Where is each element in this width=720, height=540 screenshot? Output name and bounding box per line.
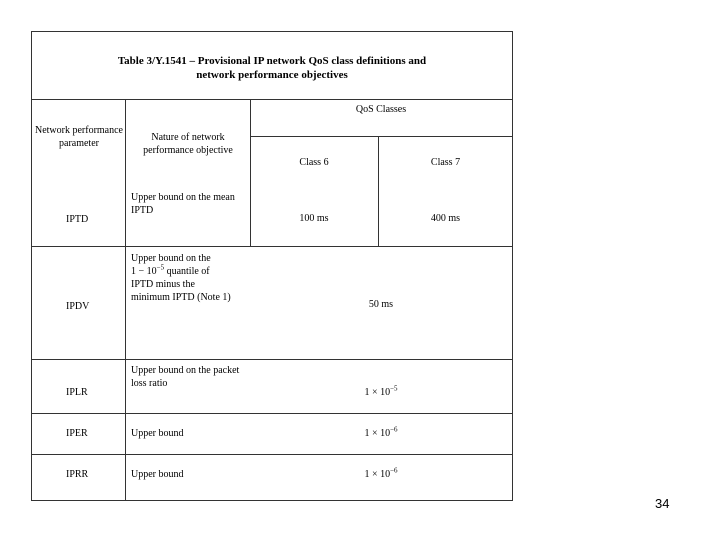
divider-row-iplr (32, 413, 512, 414)
class6-header: Class 6 (299, 157, 329, 168)
row-iptd-nature: Upper bound on the mean IPTD (131, 192, 235, 216)
col-param-header: Network performance parameter (34, 125, 123, 149)
page-number: 34 (655, 496, 670, 511)
row-ipdv-nature-line2 (131, 265, 249, 278)
row-iptd-param: IPTD (66, 214, 89, 225)
row-ipdv-value: 50 ms (368, 299, 394, 310)
row-iper-value-base: 1 × 10 (364, 428, 391, 439)
row-iplr-value-exp: −5 (390, 384, 398, 393)
row-ipdv-nature-line1: Upper bound on the (131, 253, 211, 264)
row-ipdv-nature-line4: minimum IPTD (Note 1) (131, 292, 231, 303)
row-ipdv-param: IPDV (66, 301, 90, 312)
row-iplr-param: IPLR (66, 387, 88, 398)
row-iptd-class7: 400 ms (430, 213, 461, 224)
table-title (32, 54, 512, 82)
row-iprr-value-base: 1 × 10 (364, 469, 391, 480)
row-ipdv-nature-line3: IPTD minus the (131, 279, 195, 290)
row-ipdv-nature-line2-base: 1 − 10 (131, 266, 157, 277)
row-iplr-nature: Upper bound on the packet loss ratio (131, 365, 240, 389)
row-iptd-class6: 100 ms (299, 213, 329, 224)
divider-col-class (378, 136, 379, 246)
divider-row-iper (32, 454, 512, 455)
row-iprr-value-exp: −6 (390, 466, 398, 475)
row-iper-nature: Upper bound (131, 428, 184, 439)
qos-classes-header: QoS Classes (355, 104, 407, 115)
qos-table (31, 31, 513, 501)
row-ipdv-nature-line2-post: quantile of (164, 266, 210, 277)
row-iper-value (250, 427, 512, 440)
divider-col-param (125, 99, 126, 501)
row-iplr-value (250, 386, 512, 399)
table-title-line2: network performance objectives (196, 69, 348, 81)
divider-row-iptd (32, 246, 512, 247)
row-ipdv-nature (131, 252, 249, 304)
row-iper-param: IPER (66, 428, 88, 439)
row-iplr-value-base: 1 × 10 (364, 387, 391, 398)
row-iprr-nature: Upper bound (131, 469, 184, 480)
row-iper-value-exp: −6 (390, 425, 398, 434)
divider-title (32, 99, 512, 100)
col-nature-header: Nature of network performance objective (143, 132, 233, 156)
row-ipdv-nature-line2-exp: −5 (156, 263, 165, 272)
row-iprr-value (250, 468, 512, 481)
class7-header: Class 7 (430, 157, 461, 168)
row-iprr-param: IPRR (66, 469, 89, 480)
divider-qos (250, 136, 512, 137)
table-title-line1: Table 3/Y.1541 – Provisional IP network QoS class definitions and (117, 55, 427, 67)
divider-row-ipdv (32, 359, 512, 360)
